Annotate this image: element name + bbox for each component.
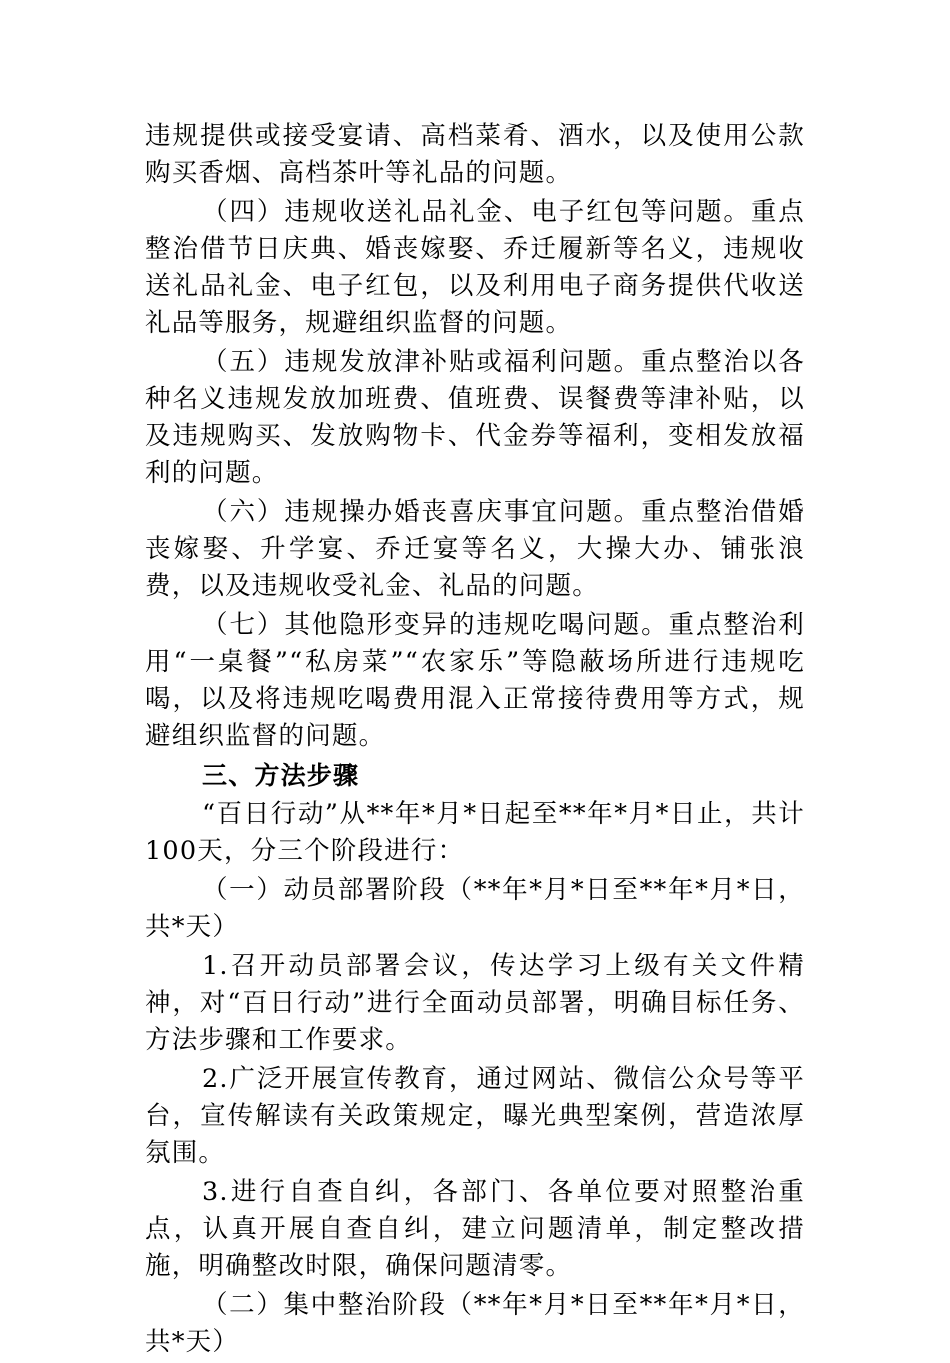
paragraph-phase-2: （二）集中整治阶段（**年*月*日至**年*月*日，共*天） (145, 1290, 805, 1357)
paragraph-item-7: （七）其他隐形变异的违规吃喝问题。重点整治利用“一桌餐”“私房菜”“农家乐”等隐蔽场所进行违规吃喝，以及将违规吃喝费用混入正常接待费用等方式，规避组织监督的问题。 (145, 610, 805, 751)
paragraph-item-5: （五）违规发放津补贴或福利问题。重点整治以各种名义违规发放加班费、值班费、误餐费等津补贴，以及违规购买、发放购物卡、代金券等福利，变相发放福利的问题。 (145, 347, 805, 488)
paragraph-item-6: （六）违规操办婚丧喜庆事宜问题。重点整治借婚丧嫁娶、升学宴、乔迁宴等名义，大操大办、铺张浪费，以及违规收受礼金、礼品的问题。 (145, 497, 805, 601)
paragraph-step-1: 1.召开动员部署会议，传达学习上级有关文件精神，对“百日行动”进行全面动员部署，明确目标任务、方法步骤和工作要求。 (145, 951, 805, 1055)
document-body (145, 118, 805, 1363)
paragraph-phase-1: （一）动员部署阶段（**年*月*日至**年*月*日，共*天） (145, 875, 805, 942)
section-heading-methods: 三、方法步骤 (202, 761, 360, 790)
paragraph-continuation: 违规提供或接受宴请、高档菜肴、酒水，以及使用公款购买香烟、高档茶叶等礼品的问题。 (145, 121, 805, 188)
paragraph-schedule-intro: “百日行动”从**年*月*日起至**年*月*日止，共计100天，分三个阶段进行： (145, 799, 805, 866)
paragraph-item-4: （四）违规收送礼品礼金、电子红包等问题。重点整治借节日庆典、婚丧嫁娶、乔迁履新等名义，违规收送礼品礼金、电子红包，以及利用电子商务提供代收送礼品等服务，规避组织监督的问题。 (145, 197, 805, 338)
paragraph-step-3: 3.进行自查自纠，各部门、各单位要对照整治重点，认真开展自查自纠，建立问题清单，制定整改措施，明确整改时限，确保问题清零。 (145, 1177, 805, 1281)
paragraph-step-2: 2.广泛开展宣传教育，通过网站、微信公众号等平台，宣传解读有关政策规定，曝光典型案例，营造浓厚氛围。 (145, 1064, 805, 1168)
